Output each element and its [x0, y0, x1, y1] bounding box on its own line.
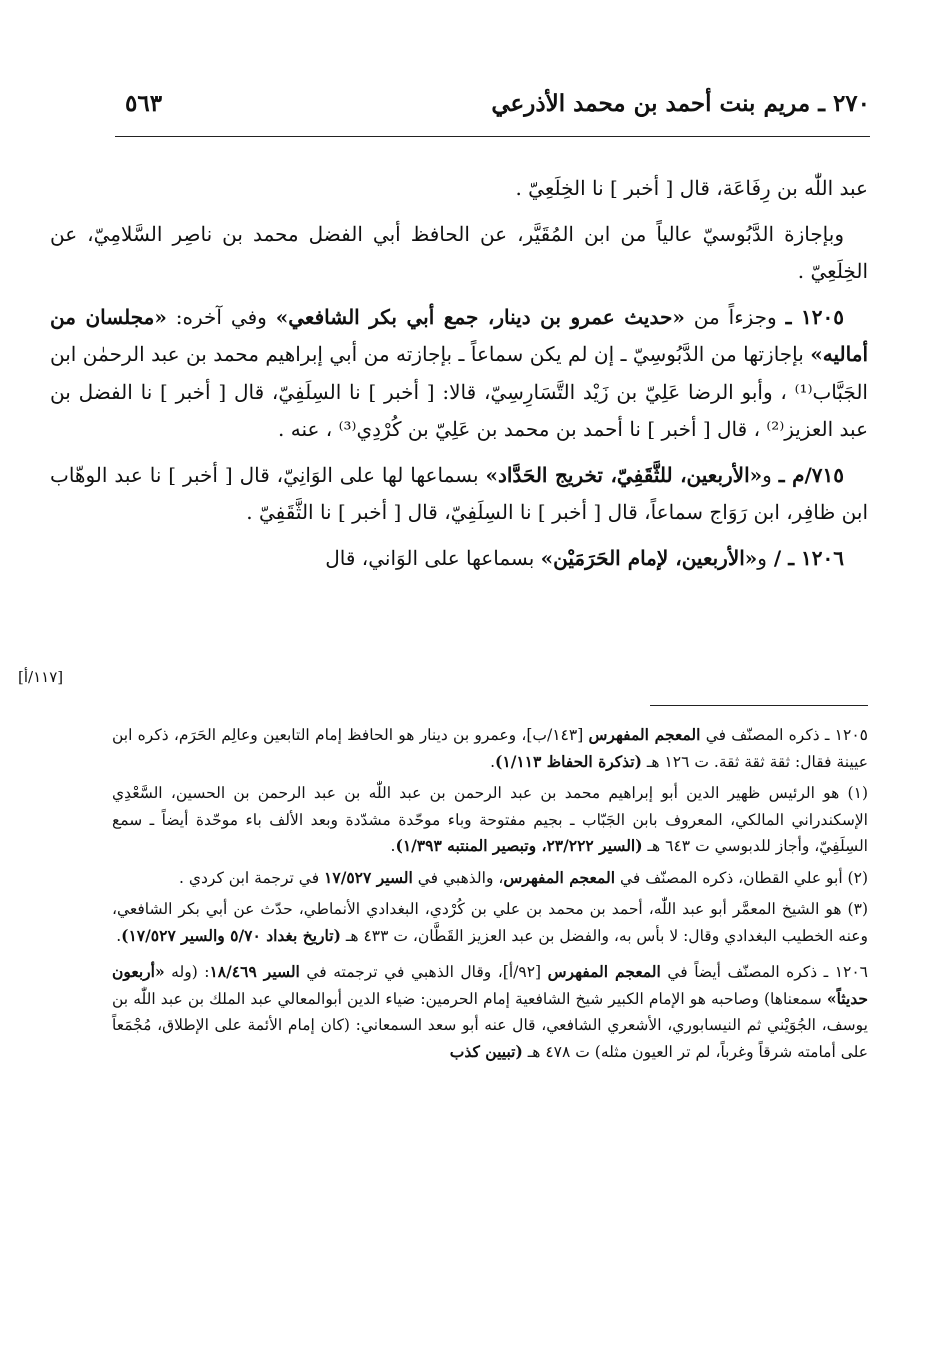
page-header	[115, 86, 870, 137]
manuscript-folio-marker: [١١٧/أ]	[18, 668, 64, 686]
entry-715: ٧١٥/م ـ و«الأربعين، للثَّقَفِيّ، تخريج الحَدَّاد» بسماعها لها على الوَانِيّ، قال [ أخبر ] نا عبد الوهّاب ابن ظافِر، ابن رَوَاج سماعاً، قال [ أخبر ] نا السِلَفِيّ، قال [ أخبر ] نا الثَّقَفِيّ .	[50, 462, 868, 524]
footnote-separator	[650, 705, 868, 706]
book-title: «الأربعين، لإمام الحَرَمَيْن»	[540, 545, 758, 570]
footnote-2: (٢) أبو علي القطان، ذكره المصنّف في المعجم المفهرس، والذهبي في السير ١٧/٥٢٧ في ترجمة ابن كردي .	[179, 867, 868, 887]
book-title: «الأربعين، للثَّقَفِيّ، تخريج الحَدَّاد»	[485, 462, 763, 487]
entry-number: ١٢٠٥ ـ	[785, 304, 844, 329]
page-number: ٥٦٣	[125, 90, 163, 117]
main-text	[50, 170, 868, 577]
book-title: «حديث عمرو بن دينار، جمع أبي بكر الشافعي»	[275, 304, 685, 329]
entry-number: ١٢٠٦ ـ /	[766, 545, 844, 570]
entry-1205: ١٢٠٥ ـ وجزءاً من «حديث عمرو بن دينار، جمع أبي بكر الشافعي» وفي آخره: «مجلسان من أماليه» بإجازتها من الدَّبُوسِيّ ـ إن لم يكن سماعاً ـ بإجازته من أبي إبراهيم محمد بن عبد الرحمٰن ابن الجَبَّاب⁽¹⁾ ، وأبو الرضا عَلِيّ بن زَيْد التَّسَارِسِيّ، قالا: [ أخبر ] نا السِلَفِيّ، قال [ أخبر ] نا الفضل بن عبد العزيز⁽²⁾ ، قال [ أخبر ] نا أحمد بن محمد بن عَلِيّ بن كُرْدِي⁽³⁾ ، عنه .	[50, 304, 869, 441]
footnotes	[112, 722, 868, 1070]
paragraph-ijaza: وبإجازة الدَّبُوسيّ عالياً من ابن المُقَيَّر، عن الحافظ أبي الفضل محمد بن ناصِر السَّلامِيّ، عن الخِلَعِيّ .	[50, 221, 868, 283]
footnote-1205: ١٢٠٥ ـ ذكره المصنّف في المعجم المفهرس [١٤٣/ب]، وعمرو بن دينار هو الحافظ إمام التابعين وعالِم الحَرَم، ذكره ابن عيينة فقال: ثقة ثقة ثقة. ت ١٢٦ هـ (تذكرة الحفاظ ١/١١٣).	[112, 725, 868, 771]
footnote-3: (٣) هو الشيخ المعمَّر أبو عبد اللّٰه، أحمد بن محمد بن علي بن كُرْدي، البغدادي الأنماطي، حدّث عن أبي بكر الشافعي، وعنه الخطيب البغدادي وقال: لا بأس به، والفضل بن عبد العزيز القَطَّان، ت ٤٣٣ هـ (تاريخ بغداد ٥/٧٠ والسير ١٧/٥٢٧).	[112, 900, 868, 945]
running-head: ٢٧٠ ـ مريم بنت أحمد بن محمد الأذرعي	[491, 90, 870, 117]
footnote-1: (١) هو الرئيس ظهير الدين أبو إبراهيم محمد بن عبد الرحمن بن عبد اللّٰه بن عبد الرحمن بن الحسين، السَّعْدِي الإسكندراني المالكي، المعروف بابن الجَبّاب ـ بجيم مفتوحة وباء موحّدة مشدّدة وبعد الألف باء موحّدة أيضاً ـ سمع السِلَفِيّ، وأجاز للدبوسي ت ٦٤٣ هـ (السير ٢٣/٢٢٢، وتبصير المنتبه ١/٣٩٣).	[112, 784, 868, 855]
entry-number: ٧١٥/م ـ	[778, 462, 845, 487]
footnote-1206: ١٢٠٦ ـ ذكره المصنّف أيضاً في المعجم المفهرس [٩٢/أ]، وقال الذهبي في ترجمته في السير ١٨/٤٦٩: (وله «أربعون حديثاً» سمعناها) وصاحبه هو الإمام الكبير شيخ الشافعية إمام الحرمين: ضياء الدين أبوالمعالي عبد الملك بن عبد اللّٰه بن يوسف، الجُوَيْني ثم النيسابوري، الأشعري الشافعي، قال عنه أبو سعد السمعاني: (كان إمام الأئمة على الإطلاق، مُجْمَعاً على أمامته شرقاً وغرباً، لم تر العيون مثله) ت ٤٧٨ هـ (تبيين كذب	[112, 962, 868, 1061]
entry-1206: ١٢٠٦ ـ / و«الأربعين، لإمام الحَرَمَيْن» بسماعها على الوَاني، قال	[325, 545, 844, 570]
paragraph-continued: عبد اللّٰه بن رِفَاعَة، قال [ أخبر ] نا الخِلَعِيّ .	[515, 176, 868, 200]
book-title: «مجلسان من أماليه»	[50, 304, 869, 366]
